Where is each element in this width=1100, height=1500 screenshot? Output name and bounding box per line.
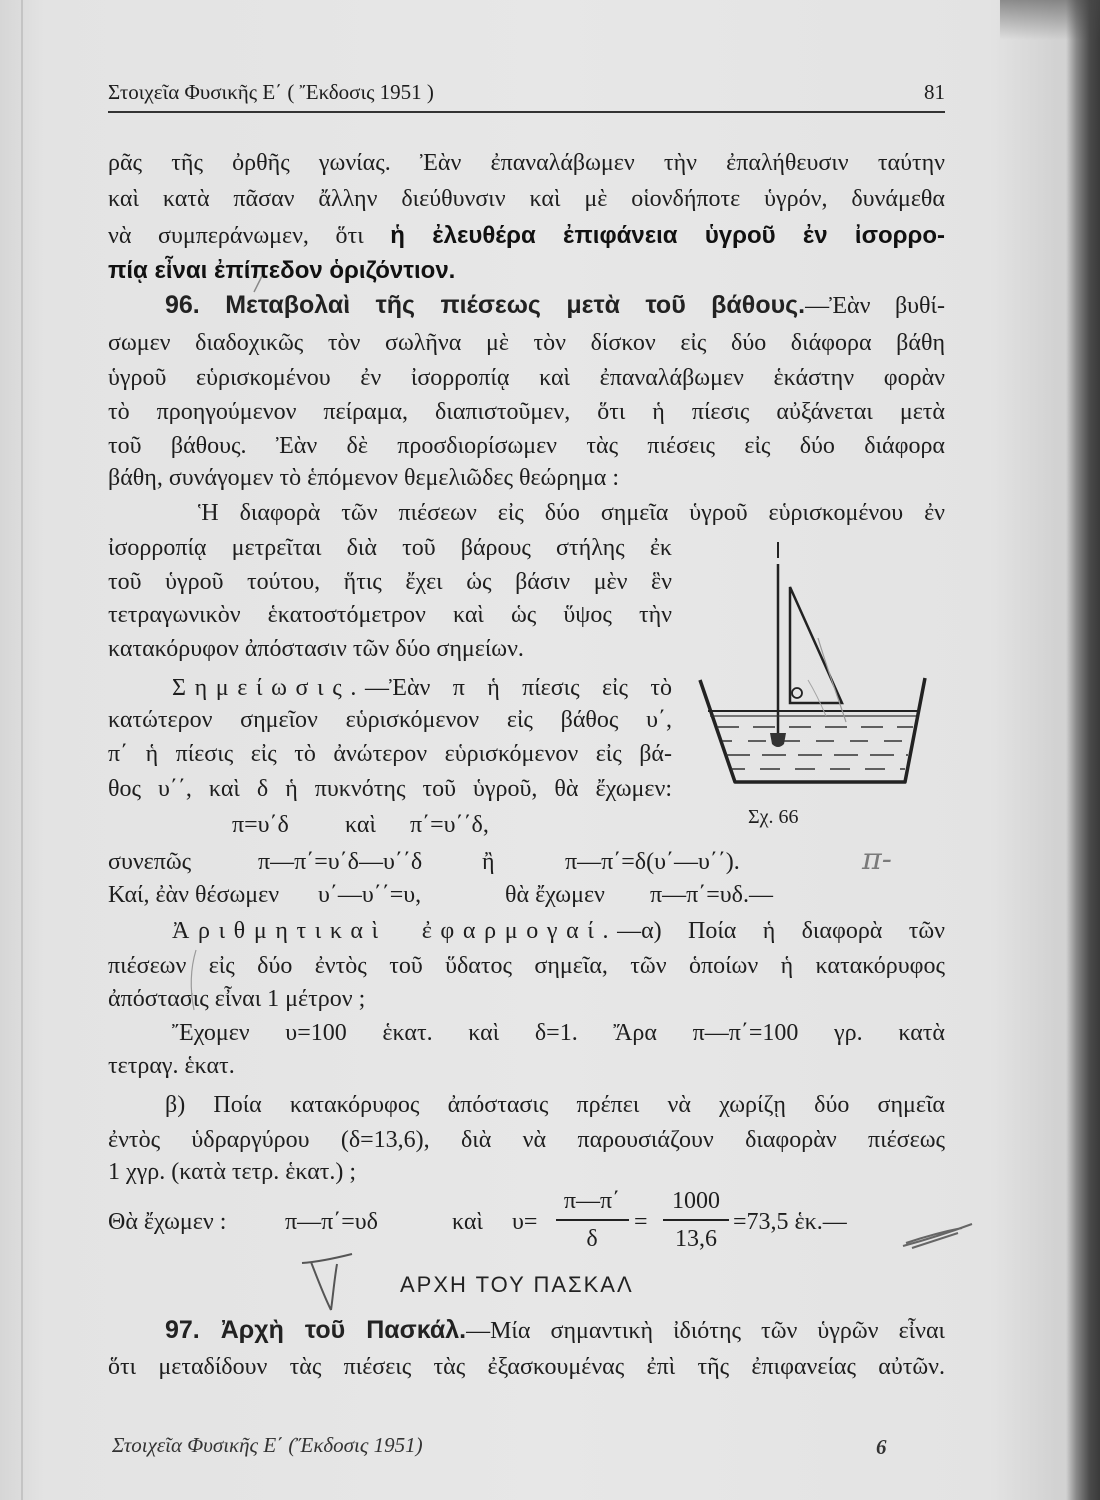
fraction-numerator: 1000: [672, 1188, 720, 1214]
body-line: [108, 219, 945, 253]
body-line: 1 χγρ. (κατὰ τετρ. ἑκατ.) ;: [108, 1159, 357, 1185]
note-label: Σημείωσις.: [172, 675, 366, 701]
figure-66-vessel-diagram: [680, 530, 950, 800]
equation-result: =73,5 ἑκ.—: [733, 1209, 847, 1235]
vessel-walls: [700, 678, 925, 782]
body-line: β) Ποία κατακόρυφος ἀπόστασις πρέπει νὰ χωρίζῃ δύο σημεῖα: [165, 1092, 945, 1118]
body-text: —α) Ποία ἡ διαφορὰ τῶν: [617, 918, 945, 944]
equation-term: καὶ: [345, 812, 376, 838]
body-line: τὸ προηγούμενον πείραμα, διαπιστοῦμεν, ὅτι ἡ πίεσις αὐξάνεται μετὰ: [108, 399, 945, 425]
theorem-line: κατακόρυφον ἀπόστασιν τῶν δύο σημείων.: [108, 636, 524, 662]
equation-term: υ΄—υ΄΄=υ,: [318, 882, 422, 908]
body-line: βάθη, συνάγομεν τὸ ἑπόμενον θεμελιῶδες θεώρημα :: [108, 465, 619, 491]
body-line: ρᾶς τῆς ὀρθῆς γωνίας. Ἐὰν ἐπαναλάβωμεν τὴν ἐπαλήθευσιν ταύτην: [108, 150, 945, 176]
equation-term: ἢ: [482, 849, 495, 875]
page-number: 81: [924, 80, 945, 104]
equation-term: θὰ ἔχωμεν: [505, 882, 605, 908]
body-text: νὰ συμπεράνωμεν, ὅτι: [108, 223, 364, 249]
equation-term: π΄=υ΄΄δ,: [410, 812, 489, 838]
note-line: κατώτερον σημεῖον εὑρισκόμενον εἰς βάθος υ΄,: [108, 707, 672, 733]
body-line: σωμεν διαδοχικῶς τὸν σωλῆνα μὲ τὸν δίσκον εἰς δύο διάφορα βάθη: [108, 330, 945, 356]
equation-term: υ=: [512, 1209, 538, 1235]
disk: [770, 733, 786, 747]
small-ring: [792, 688, 802, 698]
applications-line: [172, 914, 945, 948]
body-text: —Ἐὰν π ἡ πίεσις εἰς τὸ: [365, 675, 672, 701]
pencil-check-mark: [331, 1264, 337, 1310]
body-text: —Ἐὰν βυθί-: [805, 293, 946, 319]
fraction-denominator: δ: [586, 1226, 598, 1252]
equation-term: συνεπῶς: [108, 849, 192, 875]
page-corner-shadow: [1000, 0, 1100, 40]
figure-caption: Σχ. 66: [748, 806, 799, 828]
theorem-line: ἰσορροπίᾳ μετρεῖται διὰ τοῦ βάρους στήλης ἐκ: [108, 535, 672, 561]
body-line: ἐντὸς ὑδραργύρου (δ=13,6), διὰ νὰ παρουσιάζουν διαφορὰν πιέσεως: [108, 1127, 945, 1153]
fraction-bar: [556, 1219, 629, 1221]
scan-margin-line: [21, 0, 23, 1500]
section-96-title: 96. Μεταβολαὶ τῆς πιέσεως μετὰ τοῦ βάθους.: [165, 291, 806, 319]
running-title: Στοιχεῖα Φυσικῆς Ε΄ ( Ἔκδοσις 1951 ): [108, 80, 434, 104]
body-text: —Μία σημαντικὴ ἰδιότης τῶν ὑγρῶν εἶναι: [466, 1318, 945, 1344]
equation-term: π=υ΄δ: [232, 812, 289, 838]
handwritten-margin-note: π-: [862, 842, 892, 877]
theorem-line: τοῦ ὑγροῦ τούτου, ἥτις ἔχει ὡς βάσιν μὲν ἓν: [108, 569, 672, 595]
pencil-scribble: [903, 1224, 972, 1248]
applications-label: Ἀριθμητικαὶ ἐφαρμογαί.: [172, 918, 618, 944]
fraction-numerator: π—π΄: [563, 1188, 621, 1214]
pencil-check-mark: [302, 1254, 352, 1263]
body-line: καὶ κατὰ πᾶσαν ἄλλην διεύθυνσιν καὶ μὲ οἱονδήποτε ὑγρόν, δυνάμεθα: [108, 186, 945, 212]
header-rule: [108, 111, 945, 113]
emphasized-law: ἡ ἐλευθέρα ἐπιφάνεια ὑγροῦ ἐν ἰσορρο-: [390, 222, 946, 249]
body-line: ὑγροῦ εὑρισκομένου ἐν ἰσορροπίᾳ καὶ ἐπαναλάβωμεν ἑκάστην φορὰν: [108, 365, 945, 391]
equation-term: καὶ: [452, 1209, 483, 1235]
equation-term: Καί, ἐὰν θέσωμεν: [108, 882, 280, 908]
footer-signature: Στοιχεῖα Φυσικῆς Ε΄ (Ἔκδοσις 1951): [112, 1433, 423, 1457]
pencil-stroke: [818, 638, 846, 722]
body-line: πιέσεων εἰς δύο ἐντὸς τοῦ ὕδατος σημεῖα, τῶν ὁποίων ἡ κατακόρυφος: [108, 953, 945, 979]
body-line: [108, 254, 945, 288]
answer-lead: Θὰ ἔχωμεν :: [108, 1209, 227, 1235]
body-line: Ἔχομεν υ=100 ἑκατ. καὶ δ=1. Ἄρα π—π΄=100 γρ. κατὰ: [172, 1020, 945, 1046]
theorem-line: Ἡ διαφορὰ τῶν πιέσεων εἰς δύο σημεῖα ὑγροῦ εὑρισκομένου ἐν: [198, 500, 945, 526]
fraction-denominator: 13,6: [675, 1226, 717, 1252]
pencil-check-mark: [311, 1262, 331, 1310]
emphasized-law: πίᾳ εἶναι ἐπίπεδον ὁριζόντιον.: [108, 257, 456, 284]
equation-term: π—π΄=δ(υ΄—υ΄΄).: [565, 849, 740, 875]
body-line: τοῦ βάθους. Ἐὰν δὲ προσδιορίσωμεν τὰς πιέσεις εἰς δύο διάφορα: [108, 433, 945, 459]
equation-term: π—π΄=υ΄δ—υ΄΄δ: [258, 849, 423, 875]
equation-term: π—π΄=υδ.—: [650, 882, 773, 908]
body-line: ὅτι μεταδίδουν τὰς πιέσεις τὰς ἐξασκουμένας ἐπὶ τῆς ἐπιφανείας αὐτῶν.: [108, 1354, 945, 1380]
section-97-line: [165, 1313, 945, 1347]
theorem-line: τετραγωνικὸν ἑκατοστόμετρον καὶ ὡς ὕψος τὴν: [108, 602, 672, 628]
sheet-number: 6: [876, 1435, 887, 1459]
note-line: [172, 671, 672, 705]
note-line: θος υ΄΄, καὶ δ ἡ πυκνότης τοῦ ὑγροῦ, θὰ ἔχωμεν:: [108, 776, 672, 802]
section-97-title: 97. Ἀρχὴ τοῦ Πασκάλ.: [165, 1316, 467, 1344]
note-line: π΄ ἡ πίεσις εἰς τὸ ἀνώτερον εὑρισκόμενον εἰς βά-: [108, 741, 672, 767]
fraction-bar: [663, 1219, 729, 1221]
page-edge-shadow: [1066, 0, 1100, 1500]
body-line: τετραγ. ἑκατ.: [108, 1053, 235, 1079]
equation-term: π—π΄=υδ: [285, 1209, 378, 1235]
chapter-heading: ΑΡΧΗ ΤΟΥ ΠΑΣΚΑΛ: [400, 1272, 634, 1297]
body-line: ἀπόστασις εἶναι 1 μέτρον ;: [108, 986, 366, 1012]
section-96-line: [165, 288, 945, 322]
equation-term: =: [634, 1209, 648, 1235]
